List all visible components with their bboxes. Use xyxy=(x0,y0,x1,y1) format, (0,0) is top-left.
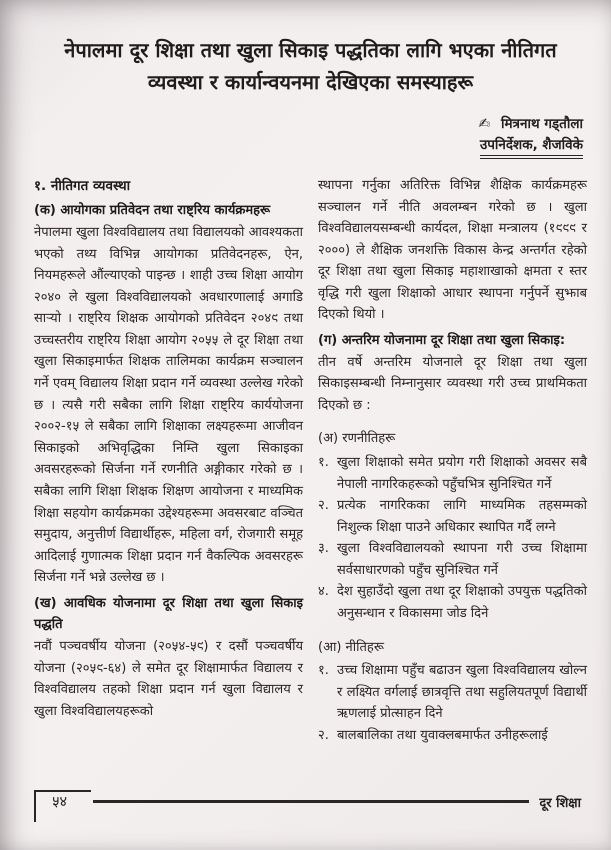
item-number: ४. xyxy=(318,584,329,600)
item-number: २. xyxy=(318,727,329,743)
paragraph-periodic-plans: नवौं पञ्चवर्षीय योजना (२०५४-५९) र दसौं पञ्चवर्षीय योजना (२०५९-६४) ले समेत दूर शिक्षामार्फत विद्यालय र विश्वविद्यालय तहको शिक्षा प्रदान गर्न खुला विद्यालय र खुला विश्वविद्यालयहरूको xyxy=(34,638,303,719)
footer-rule xyxy=(93,800,529,803)
strategy-item xyxy=(318,581,587,624)
subsection-ka-heading: (क) आयोगका प्रतिवेदन तथा राष्ट्रिय कार्यक्रमहरू xyxy=(34,203,271,219)
paragraph-commissions: नेपालमा खुला विश्वविद्यालय तथा विद्यालयको आवश्यकता भएको तथ्य विभिन्न आयोगका प्रतिवेदनहरू, ऐन, नियमहरूले औंल्याएको पाइन्छ । शाही उच्च शिक्षा आयोग २०४० ले खुला विश्वविद्यालयको अवधारणालाई अगाडि सार्‍यो । राष्ट्रिय शिक्षक आयोगको प्रतिवेदन २०४९ तथा उच्चस्तरीय राष्ट्रिय शिक्षा आयोग २०५५ ले दूर शिक्षा तथा खुला सिकाइमार्फत शिक्षक तालिमका कार्यक्रम सञ्चालन गर्ने एवम् विद्यालय शिक्षा प्रदान गर्ने व्यवस्था उल्लेख गरेको छ । त्यसै गरी सबैका लागि शिक्षा राष्ट्रिय कार्ययोजना २००२-१५ ले सबैका लागि शिक्षाका लक्ष्यहरूमा आजीवन सिकाइको अभिवृद्धिका निम्ति खुला सिकाइका अवसरहरूको सिर्जना गर्ने रणनीति अङ्गीकार गरेको छ । सबैका लागि शिक्षा शिक्षक शिक्षण आयोजना र माध्यमिक शिक्षा सहयोग कार्यक्रमका उद्देश्यहरूमा अवसरबाट वञ्चित समुदाय, अनुत्तीर्ण विद्यार्थीहरू, महिला वर्ग, रोजगारी समूह आदिलाई गुणात्मक शिक्षा प्रदान गर्न वैकल्पिक अवसरहरू सिर्जना गर्ने भन्ने उल्लेख छ । xyxy=(34,224,303,586)
strategies-heading: (अ) रणनीतिहरू xyxy=(318,431,396,447)
strategy-item xyxy=(318,495,587,538)
strategy-item xyxy=(318,538,587,581)
item-number: ३. xyxy=(318,541,329,557)
item-text: उच्च शिक्षामा पहुँच बढाउन खुला विश्वविद्यालय खोल्न र लक्ष्यित वर्गलाई छात्रवृत्ति तथा सहुलियतपूर्ण विद्यार्थी ऋणलाई प्रोत्साहन दिने xyxy=(337,663,587,722)
two-column-body xyxy=(34,175,587,786)
subsection-ga-heading: (ग) अन्तरिम योजनामा दूर शिक्षा तथा खुला सिकाइ: xyxy=(318,333,566,349)
strategy-item xyxy=(318,452,587,495)
left-column xyxy=(34,175,303,786)
item-text: खुला शिक्षाको समेत प्रयोग गरी शिक्षाको अवसर सबै नेपाली नागरिकहरूको पहुँचभित्र सुनिश्चित गर्ने xyxy=(337,454,587,492)
page-footer xyxy=(34,790,581,824)
paragraph-continuation: स्थापना गर्नुका अतिरिक्त विभिन्न शैक्षिक कार्यक्रमहरू सञ्चालन गर्ने नीति अवलम्बन गरेको छ । खुला विश्वविद्यालयसम्बन्धी कार्यदल, शिक्षा मन्त्रालय (१९९९ र २०००) ले शैक्षिक जनशक्ति विकास केन्द्र अन्तर्गत रहेको दूर शिक्षा तथा खुला सिकाइ महाशाखाको क्षमता र स्तर वृद्धि गरी खुला शिक्षाको आधार स्थापना गर्नुपर्ने सुझाब दिएको थियो । xyxy=(318,178,587,323)
section-heading-policy: १. नीतिगत व्यवस्था xyxy=(34,178,131,194)
journal-name: दूर शिक्षा xyxy=(539,796,581,811)
article-title xyxy=(40,34,581,98)
item-text: देश सुहाउँदो खुला तथा दूर शिक्षाको उपयुक्त पद्धतिको अनुसन्धान र विकासमा जोड दिने xyxy=(337,584,587,621)
author-block xyxy=(34,114,583,159)
author-role: उपनिर्देशक, शैजविके xyxy=(480,135,583,159)
article-title-line1: नेपालमा दूर शिक्षा तथा खुला सिकाइ पद्धतिका लागि भएका नीतिगत xyxy=(64,38,557,62)
article-title-line2: व्यवस्था र कार्यान्वयनमा देखिएका समस्याहरू xyxy=(147,70,474,94)
paragraph-interim-plan: तीन वर्षे अन्तरिम योजनाले दूर शिक्षा तथा खुला सिकाइसम्बन्धी निम्नानुसार व्यवस्था गरी उच्च प्राथमिकता दिएको छ : xyxy=(318,354,587,413)
right-column xyxy=(318,175,587,786)
author-name-line xyxy=(34,114,583,132)
writing-pen-icon: ✍ xyxy=(478,116,491,132)
policy-item xyxy=(318,725,587,747)
subsection-kha-heading: (ख) आवधिक योजनामा दूर शिक्षा तथा खुला सिकाइ पद्धति xyxy=(34,595,303,633)
item-text: प्रत्येक नागरिकका लागि माध्यमिक तहसम्मको निशुल्क शिक्षा पाउने अधिकार स्थापित गर्दै लग्ने xyxy=(337,498,587,535)
author-name: मित्रनाथ गड्तौला xyxy=(500,116,583,132)
item-text: खुला विश्वविद्यालयको स्थापना गरी उच्च शिक्षामा सर्वसाधारणको पहुँच सुनिश्चित गर्ने xyxy=(337,541,587,578)
item-number: १. xyxy=(318,663,329,679)
item-number: २. xyxy=(318,498,329,514)
page-number: ५४ xyxy=(34,790,91,822)
policies-heading: (आ) नीतिहरू xyxy=(318,639,384,655)
item-number: १. xyxy=(318,454,329,470)
item-text: बालबालिका तथा युवाक्लबमार्फत उनीहरूलाई xyxy=(337,727,548,743)
policy-item xyxy=(318,660,587,725)
